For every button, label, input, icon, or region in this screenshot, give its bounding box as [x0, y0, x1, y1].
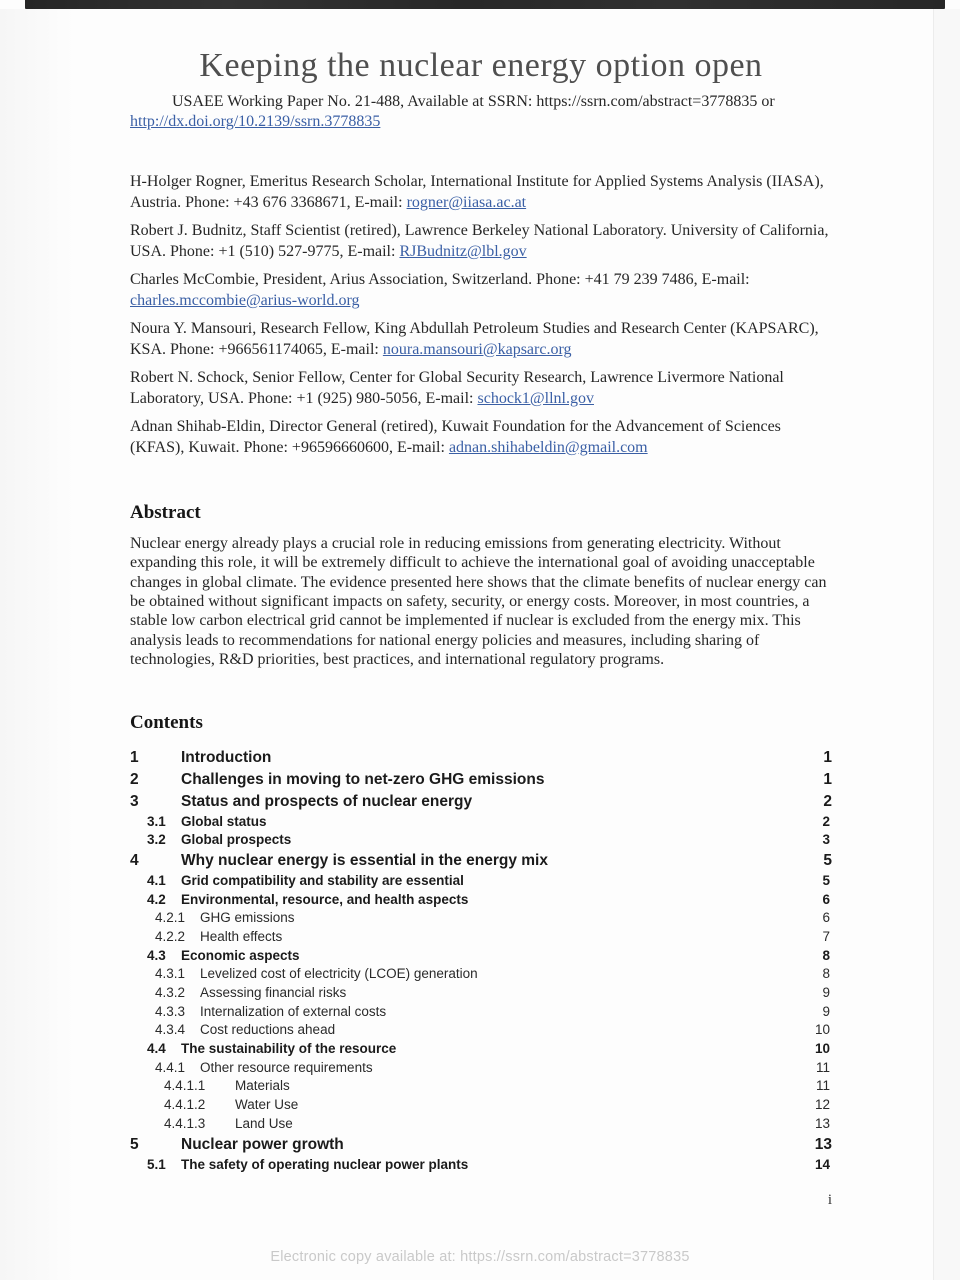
scan-page-right-edge — [933, 9, 960, 1280]
toc-section-title: Other resource requirements — [200, 1059, 373, 1075]
author-email-link[interactable]: schock1@llnl.gov — [477, 389, 594, 407]
doi-link[interactable]: http://dx.doi.org/10.2139/ssrn.3778835 — [130, 113, 381, 131]
toc-section-title: Assessing financial risks — [200, 985, 347, 1001]
toc-row — [130, 1059, 832, 1078]
toc-section-number: 3.1 — [147, 813, 166, 829]
toc-row — [130, 1115, 832, 1134]
toc-row — [130, 872, 832, 891]
table-of-contents — [130, 747, 832, 1175]
toc-section-number: 4.4 — [147, 1041, 166, 1057]
toc-section-title: The sustainability of the resource — [181, 1041, 397, 1057]
toc-section-title: Global prospects — [181, 832, 292, 848]
toc-row — [130, 850, 832, 872]
toc-section-number: 4.2.1 — [155, 910, 186, 926]
toc-row — [130, 1003, 832, 1022]
author-entry — [130, 270, 832, 311]
toc-section-title: Land Use — [235, 1115, 293, 1131]
toc-row — [130, 813, 832, 832]
toc-section-title: Grid compatibility and stability are essential — [181, 872, 464, 888]
ssrn-footer-text: Electronic copy available at: https://ssrn.com/abstract=3778835 — [270, 1249, 690, 1265]
toc-section-number: 1 — [130, 748, 139, 766]
author-text: Adnan Shihab-Eldin, Director General (retired), Kuwait Foundation for the Advancement of Sciences (KFAS), Kuwait. Phone: +96596660600, E-mail: — [130, 418, 781, 456]
toc-page-number: 1 — [823, 770, 832, 788]
author-text: H-Holger Rogner, Emeritus Research Scholar, International Institute for Applied Systems Analysis (IIASA), Austria. Phone: +43 676 3368671, E-mail: — [130, 173, 824, 211]
paper-page — [130, 0, 832, 1174]
author-entry — [130, 368, 832, 409]
author-entry — [130, 221, 832, 262]
toc-page-number: 6 — [822, 910, 830, 926]
toc-page-number: 1 — [823, 748, 832, 766]
toc-page-number: 5 — [822, 872, 830, 888]
toc-row — [130, 909, 832, 928]
toc-section-number: 4 — [130, 851, 139, 869]
author-text: Charles McCombie, President, Arius Association, Switzerland. Phone: +41 79 239 7486, E-mail: — [130, 271, 750, 289]
author-text: Robert N. Schock, Senior Fellow, Center for Global Security Research, Lawrence Livermore National Laboratory, USA. Phone: +1 (925) 980-5056, E-mail: — [130, 369, 784, 407]
toc-row — [130, 1134, 832, 1156]
toc-row — [130, 1077, 832, 1096]
toc-section-title: Introduction — [181, 748, 272, 766]
abstract-heading: Abstract — [130, 502, 201, 524]
toc-page-number: 2 — [823, 792, 832, 810]
toc-section-title: Water Use — [235, 1097, 299, 1113]
toc-section-title: Health effects — [200, 928, 283, 944]
toc-section-title: Economic aspects — [181, 947, 300, 963]
toc-section-number: 5.1 — [147, 1156, 166, 1172]
toc-section-title: Global status — [181, 813, 267, 829]
toc-page-number: 7 — [822, 928, 830, 944]
page-title: Keeping the nuclear energy option open — [199, 47, 763, 84]
toc-row — [130, 947, 832, 966]
toc-section-number: 4.3.2 — [155, 985, 186, 1001]
toc-section-number: 3 — [130, 792, 139, 810]
toc-page-number: 3 — [822, 832, 830, 848]
toc-section-number: 2 — [130, 770, 139, 788]
toc-section-number: 3.2 — [147, 832, 166, 848]
toc-page-number: 13 — [814, 1115, 830, 1131]
author-text: Noura Y. Mansouri, Research Fellow, King Abdullah Petroleum Studies and Research Center (KAPSARC), KSA. Phone: +966561174065, E-mail: — [130, 320, 819, 358]
toc-page-number: 8 — [822, 966, 830, 982]
toc-page-number: 11 — [815, 1078, 830, 1094]
toc-section-number: 4.4.1 — [155, 1059, 186, 1075]
toc-section-title: Status and prospects of nuclear energy — [181, 792, 473, 810]
toc-page-number: 11 — [815, 1059, 830, 1075]
author-email-link[interactable]: charles.mccombie@arius-world.org — [130, 291, 360, 309]
page-number-roman: i — [827, 1192, 832, 1208]
toc-page-number: 9 — [822, 1003, 830, 1019]
toc-page-number: 2 — [822, 813, 830, 829]
toc-page-number: 12 — [814, 1097, 830, 1113]
toc-page-number: 14 — [814, 1156, 830, 1172]
toc-page-number: 5 — [823, 851, 832, 869]
toc-section-title: Nuclear power growth — [181, 1135, 344, 1153]
toc-row — [130, 1156, 832, 1175]
working-paper-subtitle — [130, 92, 832, 132]
toc-section-number: 4.4.1.2 — [164, 1097, 206, 1113]
toc-section-number: 5 — [130, 1135, 139, 1153]
toc-page-number: 8 — [822, 947, 830, 963]
toc-row — [130, 1096, 832, 1115]
abstract-section — [130, 502, 832, 670]
toc-row — [130, 1040, 832, 1059]
toc-section-number: 4.4.1.1 — [164, 1078, 206, 1094]
author-entry — [130, 417, 832, 458]
toc-row — [130, 769, 832, 791]
toc-section-number: 4.3.3 — [155, 1003, 186, 1019]
toc-row — [130, 1021, 832, 1040]
toc-row — [130, 747, 832, 769]
toc-section-title: Cost reductions ahead — [200, 1022, 336, 1038]
toc-section-number: 4.3.1 — [155, 966, 186, 982]
toc-page-number: 10 — [814, 1041, 830, 1057]
author-entry — [130, 319, 832, 360]
toc-section-number: 4.2 — [147, 891, 166, 907]
toc-section-number: 4.3.4 — [155, 1022, 186, 1038]
author-email-link[interactable]: noura.mansouri@kapsarc.org — [382, 340, 572, 358]
toc-section-title: Environmental, resource, and health aspects — [181, 891, 469, 907]
subtitle-text: USAEE Working Paper No. 21-488, Available at SSRN: https://ssrn.com/abstract=3778835 or — [172, 93, 775, 111]
toc-section-title: Why nuclear energy is essential in the energy mix — [181, 851, 548, 869]
toc-section-number: 4.4.1.3 — [164, 1115, 206, 1131]
toc-section-number: 4.3 — [147, 947, 166, 963]
toc-section-title: Challenges in moving to net-zero GHG emissions — [181, 770, 545, 788]
toc-row — [130, 928, 832, 947]
scan-left-shade — [0, 9, 74, 1280]
toc-section-title: Internalization of external costs — [200, 1003, 387, 1019]
abstract-body: Nuclear energy already plays a crucial role in reducing emissions from generating electricity. Without expanding this role, it will be extremely difficult to achieve the international goal of avoiding unacceptable changes in global climate. The evidence presented here shows that the climate benefits of nuclear energy can be obtained without significant impacts on safety, security, or energy costs. Moreover, in most countries, a stable low carbon electrical grid cannot be implemented if nuclear is excluded from the energy mix. This analysis leads to recommendations for national energy policies and measures, including sharing of technologies, R&D priorities, best practices, and international regulatory programs. — [130, 535, 827, 669]
toc-row — [130, 891, 832, 910]
toc-section-title: Levelized cost of electricity (LCOE) generation — [200, 966, 478, 982]
author-entry — [130, 172, 832, 213]
author-email-link[interactable]: RJBudnitz@lbl.gov — [399, 242, 527, 260]
toc-row — [130, 791, 832, 813]
toc-section-number: 4.2.2 — [155, 928, 186, 944]
toc-section-title: The safety of operating nuclear power plants — [181, 1156, 469, 1172]
toc-page-number: 10 — [814, 1022, 830, 1038]
toc-row — [130, 965, 832, 984]
toc-page-number: 9 — [822, 985, 830, 1001]
author-text: Robert J. Budnitz, Staff Scientist (retired), Lawrence Berkeley National Laboratory. University of California, USA. Phone: +1 (510) 527-9775, E-mail: — [130, 222, 829, 260]
toc-section-title: Materials — [235, 1078, 290, 1094]
contents-section — [130, 712, 832, 1175]
toc-page-number: 6 — [822, 891, 830, 907]
toc-row — [130, 984, 832, 1003]
author-list — [130, 172, 832, 458]
toc-row — [130, 831, 832, 850]
toc-page-number: 13 — [814, 1135, 832, 1153]
author-email-link[interactable]: adnan.shihabeldin@gmail.com — [448, 438, 648, 456]
toc-section-number: 4.1 — [147, 872, 166, 888]
contents-heading: Contents — [130, 711, 203, 733]
toc-section-title: GHG emissions — [200, 910, 295, 926]
author-email-link[interactable]: rogner@iiasa.ac.at — [406, 193, 527, 211]
